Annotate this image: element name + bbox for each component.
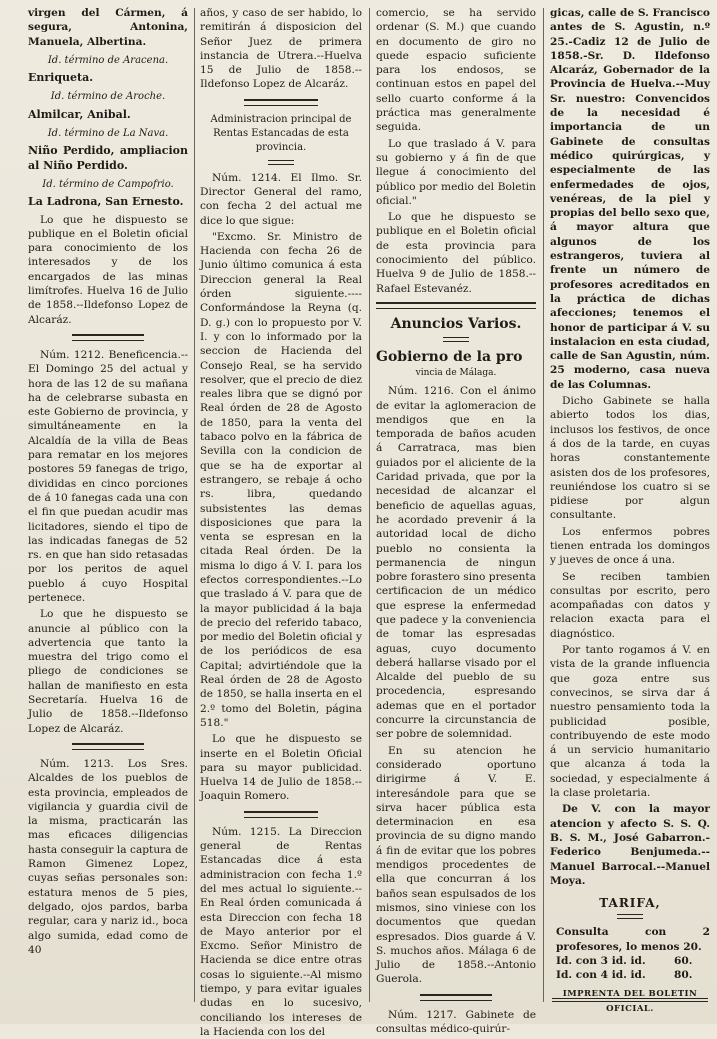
names-list: virgen del Cármen, á segura, Antonina, Manuela, Albertina.: [28, 7, 188, 48]
separator-rule: [72, 334, 144, 341]
tarifa-row: [556, 968, 710, 982]
notice-1216: Núm. 1216. Con el ánimo de evitar la aglomeracion de mendigos que en la temporada de baños acuden á Carratraca, mas bien guiados por el aliciente de la Caridad privada, que por la necesidad de alcanzar el beneficio de aquellas aguas, he acordado prevenir á la autoridad local de dicho pueblo no consienta la permanencia de ningun pobre forastero sino presenta certificacion de un médico que esprese la enfermedad que padece y la conveniencia de tomar las espresadas aguas, cuyo documento deberá hallarse visado por el Alcalde del pueblo de su procedencia, espresando ademas que en el portador concurre la circunstancia de ser pobre de solemnidad.: [376, 385, 536, 741]
column-4: [550, 6, 710, 1016]
gobierno-title: Gobierno de la pro: [376, 348, 523, 365]
tarifa-heading: TARIFA,: [599, 896, 661, 911]
notice-paragraph: años, y caso de ser habido, lo remitirán á disposicion del Señor Juez de primera instancia de Utrera.--Huelva 15 de Julio de 1858.--Ildefonso Lopez de Alcaráz.: [200, 7, 362, 91]
notice-paragraph: Dicho Gabinete se halla abierto todos los dias, inclusos los festivos, de once á dos de la tarde, en cuyas horas constantemente asisten dos de los profesores, reuniéndose los cuatro si se pidiese por algun consultante.: [550, 395, 710, 522]
tarifa-value: 20.: [683, 940, 702, 953]
separator-rule: [244, 99, 318, 106]
notice-paragraph: comercio, se ha servido ordenar (S. M.) que cuando en documento de giro no quede espacio suficiente para los endosos, se continuan estos en papel del sello cuarto conforme á la práctica mas generalmente seguida.: [376, 7, 536, 134]
short-rule: [443, 337, 469, 342]
tarifa-label: Id. con 3 id. id.: [556, 955, 646, 967]
column-3: [376, 6, 536, 1035]
separator-rule: [72, 743, 144, 750]
column-divider: [369, 8, 370, 1002]
tarifa-row: [556, 925, 710, 954]
office-heading: Administracion principal de Rentas Estancadas de esta provincia.: [210, 113, 352, 154]
mine-name: Almilcar, Anibal.: [28, 107, 131, 121]
section-subhead: Id. término de Aroche.: [50, 91, 166, 103]
notice-paragraph: Lo que he dispuesto se inserte en el Boletin Oficial para su mayor publicidad. Huelva 14 de Julio de 1858.--Joaquin Romero.: [200, 733, 362, 803]
gobierno-heading: [376, 348, 536, 366]
imprint: IMPRENTA DEL BOLETIN OFICIAL.: [562, 989, 698, 1014]
gobierno-subtitle: vincia de Málaga.: [415, 367, 497, 378]
signatures: De V. con la mayor atencion y afecto S. S. Q. B. S. M., José Gabarron.-Federico Benjumeda.--Manuel Barrocal.--Manuel Moya.: [550, 803, 710, 887]
short-rule: [268, 160, 294, 165]
separator-rule: [376, 302, 536, 309]
column-1: [28, 6, 188, 1016]
gabinete-letter: gicas, calle de S. Francisco antes de S. Agustin, n.º 25.-Cadiz 12 de Julio de 1858.-Sr. D. Ildefonso Alcaráz, Gobernador de la Provincia de Huelva.--Muy Sr. nuestro: Convencidos de la necesidad é importancia de un Gabinete de consultas médico quirúrgicas, y especialmente de las enfermedades de ojos, venéreas, de la piel y propias del bello sexo que, á mayor altura que algunos de los estrangeros, tuviera al frente un número de profesores acreditados en la práctica de dichas afecciones; tenemos el honor de participar á V. su instalacion en esta ciudad, calle de San Agustin, núm. 25 moderno, casa nueva de las Columnas.: [550, 7, 710, 391]
notice-paragraph: Los enfermos pobres tienen entrada los domingos y jueves de once á una.: [550, 525, 710, 567]
tarifa-value: 80.: [674, 969, 693, 982]
tarifa-row: [556, 954, 710, 968]
column-divider: [194, 8, 195, 1002]
notice-paragraph: "Excmo. Sr. Ministro de Hacienda con fecha 26 de Junio último comunica á esta Direccion general la Real órden siguiente.----Conformándose la Reyna (q. D. g.) con lo propuesto por V. I. y con lo informado por la seccion de Hacienda del Consejo Real, se ha servido resolver, que el precio de diez reales libra que se dignó por Real órden de 28 de Agosto de 1850, para la venta del tabaco polvo en la fábrica de Sevilla con la condicion de que se ha de exportar al estrangero, se rebaje á ocho rs. libra, quedando subsistentes las demas disposiciones que para la venta se espresan en la citada Real órden. De la misma lo digo á V. I. para los efectos correspondientes.--Lo que traslado á V. para que de la mayor publicidad á la baja de precio del referido tabaco, por medio del Boletin oficial y de los periódicos de esa Capital; advirtiéndole que la Real órden de 28 de Agosto de 1850, se halla inserta en el 2.º tomo del Boletin, página 518.": [200, 230, 362, 729]
column-2: [200, 6, 362, 1038]
notice-paragraph: Por tanto rogamos á V. en vista de la grande influencia que goza entre sus convecinos, se sirva dar á nuestro pensamiento toda la publicidad posible, contribuyendo de este modo á un servicio humanitario que alcanza á toda la sociedad, y especialmente á la clase proletaria.: [550, 644, 710, 800]
section-subhead: Id. término de La Nava.: [47, 128, 169, 140]
short-rule: [617, 914, 643, 919]
notice-1215: Núm. 1215. La Direccion general de Rentas Estancadas dice á esta administracion con fecha 1.º del mes actual lo siguiente.--En Real órden comunicada á esta Direccion con fecha 18 de Mayo anterior por el Excmo. Señor Ministro de Hacienda se dice entre otras cosas lo siguiente.--Al mismo tiempo, y para evitar iguales dudas en lo sucesivo, conciliando los intereses de la Hacienda con los del: [200, 825, 362, 1038]
notice-1217: Núm. 1217. Gabinete de consultas médico-quirúr-: [376, 1008, 536, 1035]
notice-1214: Núm. 1214. El Ilmo. Sr. Director General del ramo, con fecha 2 del actual me dice lo que sigue:: [200, 171, 362, 227]
notice-paragraph: Lo que he dispuesto se anuncie al público con la advertencia que tanto la muestra del trigo como el pliego de condiciones se hallan de manifiesto en esta Secretaría. Huelva 16 de Julio de 1858.--Ildefonso Lopez de Alcaráz.: [28, 608, 188, 735]
tarifa-label: Id. con 4 id. id.: [556, 969, 646, 982]
section-subhead: Id. término de Aracena.: [47, 54, 169, 66]
notice-1213: Núm. 1213. Los Sres. Alcaldes de los pueblos de esta provincia, empleados de vigilancia y guardia civil de la misma, practicarán las mas eficaces diligencias hasta conseguir la captura de Ramon Gimenez Lopez, cuyas señas personales son: estatura menos de 5 pies, delgado, ojos pardos, barba regular, cara y nariz id., boca algo sumida, edad como de 40: [28, 757, 188, 956]
tarifa-label: Consulta con 2 profesores, lo menos: [556, 926, 710, 953]
notice-paragraph: Lo que he dispuesto se publique en el Boletin oficial de esta provincia para conocimiento del público. Huelva 9 de Julio de 1858.--Rafael Estevanéz.: [376, 211, 536, 295]
mine-name: Niño Perdido, ampliacion al Niño Perdido.: [28, 144, 188, 172]
anuncios-heading: Anuncios Varios.: [390, 315, 522, 332]
section-subhead: Id. término de Campofrio.: [42, 178, 174, 190]
tarifa-value: 60.: [674, 955, 693, 967]
notice-paragraph: Lo que he dispuesto se publique en el Boletin oficial para conocimiento de los interesados y de los encargados de las minas limítrofes. Huelva 16 de Julio de 1858.--Ildefonso Lopez de Alcaráz.: [28, 213, 188, 326]
notice-paragraph: Lo que traslado á V. para su gobierno y á fin de que llegue á conocimiento del público por medio del Boletin oficial.": [376, 137, 536, 207]
separator-rule: [420, 994, 492, 1001]
separator-rule: [244, 811, 318, 818]
column-divider: [543, 8, 544, 1002]
notice-1212: Núm. 1212. Beneficencia.--El Domingo 25 del actual y hora de las 12 de su mañana ha de celebrarse subasta en este Gobierno de provincia, y simultáneamente en la Alcaldía de la villa de Beas para rematar en los mejores postores 59 fanegas de trigo, divididas en cinco porciones de á 10 fanegas cada una con el fin que puedan acudir mas licitadores, siendo el tipo de las indicadas fanegas de 52 rs. en que han sido retasadas por los peritos de aquel pueblo á cuyo Hospital pertenece.: [28, 348, 188, 604]
mine-name: La Ladrona, San Ernesto.: [28, 195, 184, 209]
mine-name: Enriqueta.: [28, 71, 94, 85]
notice-paragraph: Se reciben tambien consultas por escrito, pero acompañadas con datos y relacion exacta para el diagnóstico.: [550, 570, 710, 640]
notice-paragraph: En su atencion he considerado oportuno dirigirme á V. E. interesándole para que se sirva hacer pública esta determinacion en esa provincia de su digno mando á fin de evitar que los pobres mendigos procedentes de ella que concurran á los baños sean espulsados de los mismos, sino viniese con los documentos que quedan espresados. Dios guarde á V. S. muchos años. Málaga 6 de Julio de 1858.--Antonio Guerola.: [376, 744, 536, 986]
